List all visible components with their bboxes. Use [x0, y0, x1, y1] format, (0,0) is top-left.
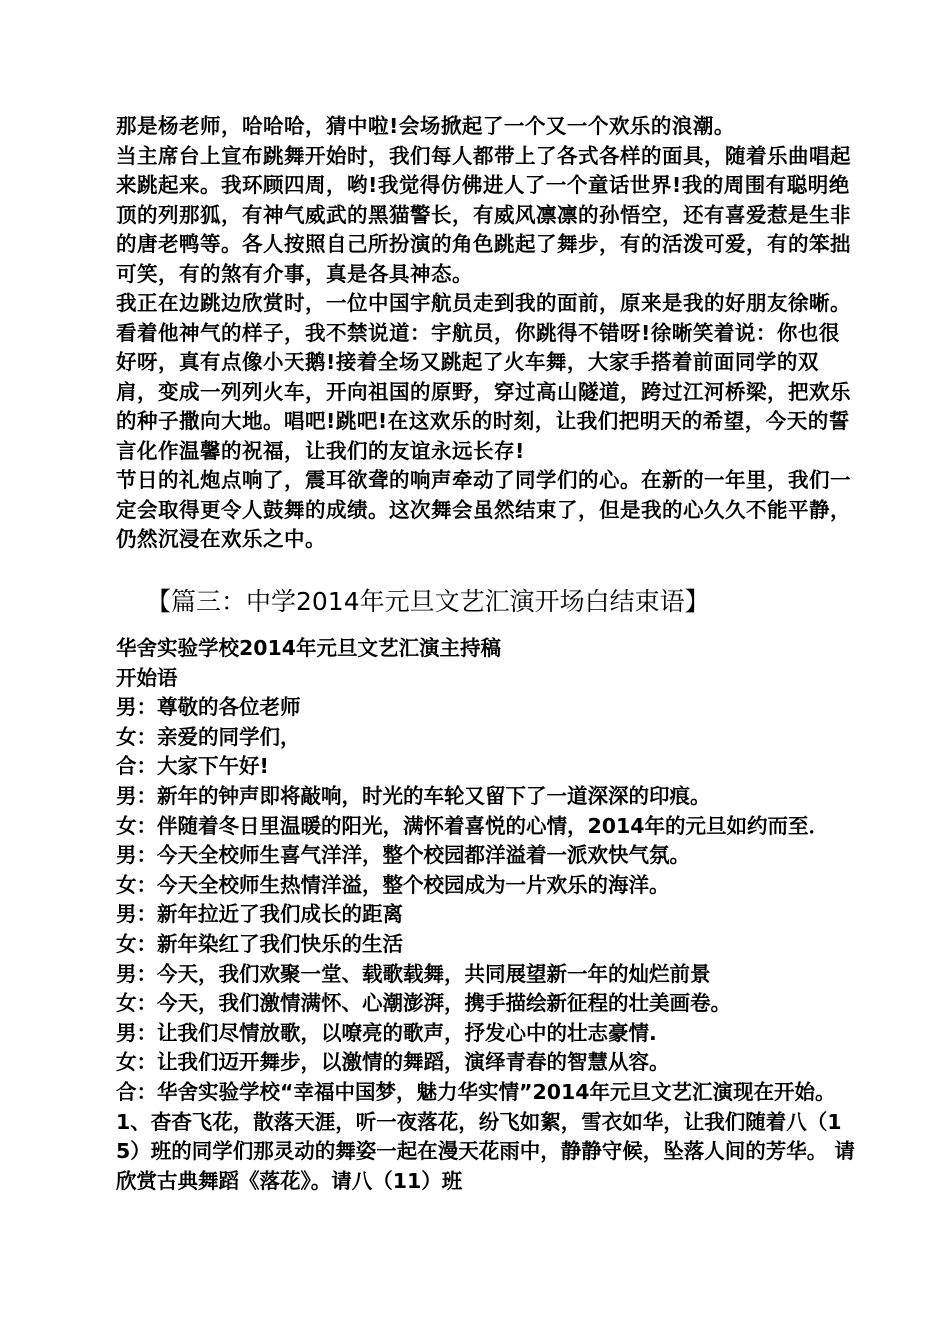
- script-line: 女：伴随着冬日里温暖的阳光，满怀着喜悦的心情，2014年的元旦如约而至．男：今天全校师生喜气洋洋，整个校园都洋溢着一派欢快气氛。: [116, 813, 830, 868]
- script-line: 男：今天，我们欢聚一堂、载歌载舞，共同展望新一年的灿烂前景: [116, 961, 711, 986]
- script-line: 女：亲爱的同学们，: [116, 724, 301, 749]
- script-line: 男：尊敬的各位老师: [116, 695, 301, 720]
- essay-paragraph: 当主席台上宣布跳舞开始时，我们每人都带上了各式各样的面具，随着乐曲唱起来跳起来。我环顾四周，哟!我觉得仿佛进人了一个童话世界!我的周围有聪明绝顶的列那狐，有神气威武的黑猫警长，有威风凛凛的孙悟空，还有喜爱惹是生非的唐老鸭等。各人按照自己所扮演的角色跳起了舞步，有的活泼可爱，有的笨拙可笑，有的煞有介事，真是各具神态。: [116, 143, 851, 286]
- script-line: 合：大家下午好!: [116, 754, 269, 779]
- script-line: 男：新年的钟声即将敲响，时光的车轮又留下了一道深深的印痕。: [116, 783, 711, 808]
- essay-body: [116, 112, 856, 555]
- script-line: 女：新年染红了我们快乐的生活: [116, 931, 403, 956]
- script-line: 男：新年拉近了我们成长的距离: [116, 902, 403, 927]
- script-line: 合：华舍实验学校“幸福中国梦，魅力华实情”2014年元旦文艺汇演现在开始。: [116, 1079, 836, 1104]
- essay-paragraph: 节日的礼炮点响了，震耳欲聋的响声牵动了同学们的心。在新的一年里，我们一定会取得更令人鼓舞的成绩。这次舞会虽然结束了，但是我的心久久不能平静，仍然沉浸在欢乐之中。: [116, 468, 851, 551]
- script-line: 女：今天，我们激情满怀、心潮澎湃，携手描绘新征程的壮美画卷。: [116, 991, 731, 1016]
- script-title: 华舍实验学校2014年元旦文艺汇演主持稿: [116, 636, 502, 660]
- essay-paragraph: 那是杨老师，哈哈哈，猜中啦!会场掀起了一个又一个欢乐的浪潮。: [116, 114, 735, 138]
- script-line: 女：让我们迈开舞步，以激情的舞蹈，演绎青春的智慧从容。: [116, 1050, 670, 1075]
- script-line: 女：今天全校师生热情洋溢，整个校园成为一片欢乐的海洋。: [116, 872, 670, 897]
- essay-paragraph: 我正在边跳边欣赏时，一位中国宇航员走到我的面前，原来是我的好朋友徐晰。看着他神气的样子，我不禁说道：宇航员，你跳得不错呀!徐晰笑着说：你也很好呀，真有点像小天鹅!接着全场又跳起了火车舞，大家手搭着前面同学的双肩，变成一列列火车，开向祖国的原野，穿过高山隧道，跨过江河桥梁，把欢乐的种子撒向大地。唱吧!跳吧!在这欢乐的时刻，让我们把明天的希望，今天的誓言化作温馨的祝福，让我们的友谊永远长存!: [116, 291, 851, 463]
- script-line: 1、杳杳飞花，散落天涯，听一夜落花，纷飞如絮，雪衣如华，让我们随着八（15）班的同学们那灵动的舞姿一起在漫天花雨中，静静守候，坠落人间的芳华。 请欣赏古典舞蹈《落花》。请八（11）班: [116, 1109, 855, 1193]
- script-line: 男：让我们尽情放歌，以嘹亮的歌声，抒发心中的壮志豪情.: [116, 1020, 657, 1045]
- section-heading: 【篇三：中学2014年元旦文艺汇演开场白结束语】: [146, 587, 710, 616]
- script-subtitle: 开始语: [116, 665, 178, 690]
- host-script: [116, 634, 856, 1196]
